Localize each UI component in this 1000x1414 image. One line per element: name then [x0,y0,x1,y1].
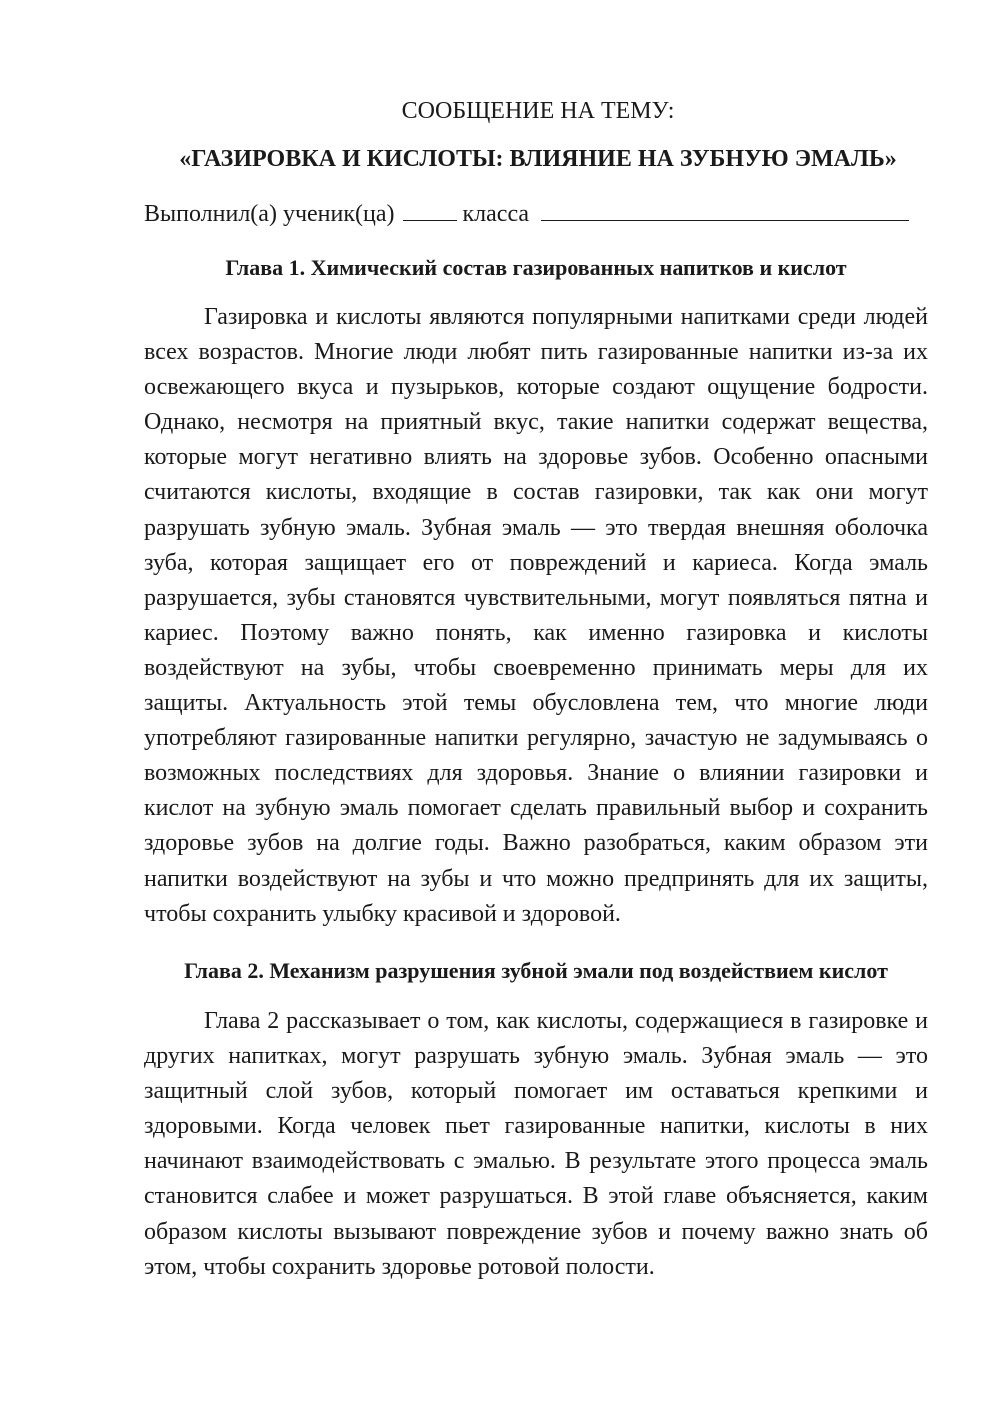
grade-blank [403,198,457,221]
document-title: «ГАЗИРОВКА И КИСЛОТЫ: ВЛИЯНИЕ НА ЗУБНУЮ ЭМАЛЬ» [179,146,897,172]
document-title-prefix: СООБЩЕНИЕ НА ТЕМУ: [401,98,675,124]
chapter-2-body: Глава 2 рассказывает о том, как кислоты, содержащиеся в газировке и других напитках, могут разрушать зубную эмаль. Зубная эмаль — это защитный слой зубов, который помогает им оставаться крепкими и здоровыми. Когда человек пьет газированные напитки, кислоты в них начинают взаимодействовать с эмалью. В результате этого процесса эмаль становится слабее и может разрушаться. В этой главе объясняется, каким образом кислоты вызывают повреждение зубов и почему важно знать об этом, чтобы сохранить здоровье ротовой полости. [144,1008,928,1280]
name-blank [541,198,909,221]
class-label: класса [462,201,530,227]
author-prefix: Выполнил(а) ученик(ца) [144,201,395,227]
chapter-1-body: Газировка и кислоты являются популярными напитками среди людей всех возрастов. Многие люди любят пить газированные напитки из-за их освежающего вкуса и пузырьков, которые создают ощущение бодрости. Однако, несмотря на приятный вкус, такие напитки содержат вещества, которые могут негативно влиять на здоровье зубов. Особенно опасными считаются кислоты, входящие в состав газировки, так как они могут разрушать зубную эмаль. Зубная эмаль — это твердая внешняя оболочка зуба, которая защищает его от повреждений и кариеса. Когда эмаль разрушается, зубы становятся чувствительными, могут появляться пятна и кариес. Поэтому важно понять, как именно газировка и кислоты воздействуют на зубы, чтобы своевременно принимать меры для их защиты. Актуальность этой темы обусловлена тем, что многие люди употребляют газированные напитки регулярно, зачастую не задумываясь о возможных последствиях для здоровья. Знание о влиянии газировки и кислот на зубную эмаль помогает сделать правильный выбор и сохранить здоровье зубов на долгие годы. Важно разобраться, каким образом эти напитки воздействуют на зубы и что можно предпринять для их защиты, чтобы сохранить улыбку красивой и здоровой. [144,304,928,927]
chapter-1-heading: Глава 1. Химический состав газированных напитков и кислот [225,255,847,280]
author-line [144,198,934,229]
chapter-2-heading: Глава 2. Механизм разрушения зубной эмали под воздействием кислот [184,958,888,983]
